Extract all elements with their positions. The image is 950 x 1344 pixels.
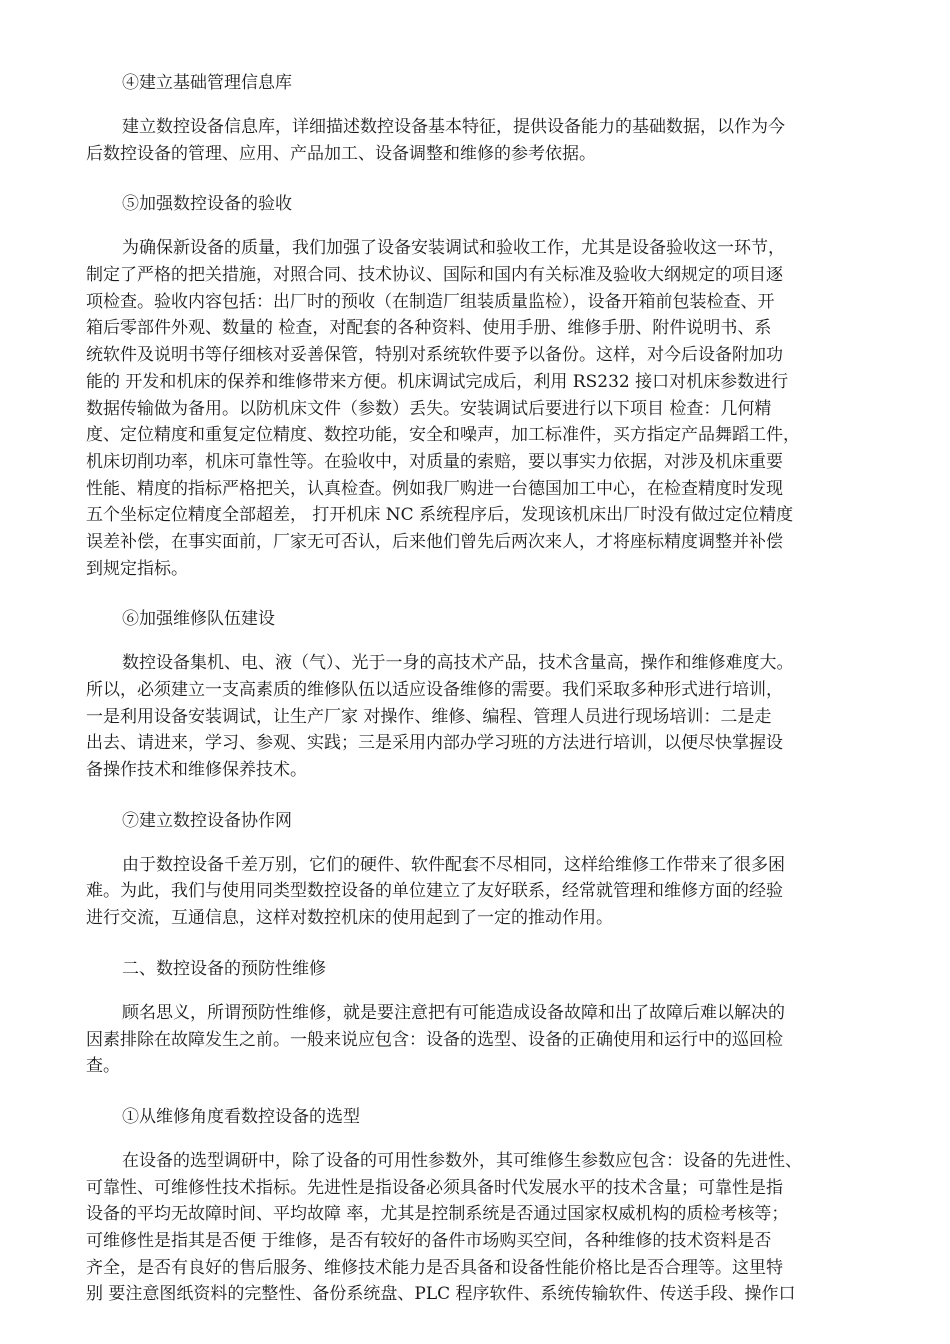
paragraph-line: 为确保新设备的质量，我们加强了设备安装调试和验收工作，尤其是设备验收这一环节，: [122, 238, 785, 259]
paragraph-line: 在设备的选型调研中，除了设备的可用性参数外，其可维修生参数应包含：设备的先进性、: [122, 1150, 802, 1171]
section-paragraph: [86, 1000, 881, 1080]
section-cooperation-network: [86, 806, 881, 932]
paragraph-line: 到规定指标。: [86, 558, 188, 579]
section-paragraph: [86, 114, 881, 167]
section-paragraph: [86, 1148, 881, 1308]
paragraph-line: 箱后零部件外观、数量的 检查，对配套的各种资料、使用手册、维修手册、附件说明书、系: [86, 318, 772, 339]
paragraph-line: 一是利用设备安装调试，让生产厂家 对操作、维修、编程、管理人员进行现场培训：二是走: [86, 706, 772, 727]
paragraph-line: 可维修性是指其是否便 于维修，是否有较好的备件市场购买空间，各种维修的技术资料是否: [86, 1230, 772, 1251]
section-equipment-selection: [86, 1102, 881, 1308]
paragraph-line: 性能、精度的指标严格把关，认真检查。例如我厂购进一台德国加工中心，在检查精度时发现: [86, 478, 783, 499]
paragraph-line: 进行交流，互通信息，这样对数控机床的使用起到了一定的推动作用。: [86, 908, 613, 929]
paragraph-line: 数据传输做为备用。以防机床文件（参数）丢失。安装调试后要进行以下项目 检查：几何精: [86, 398, 772, 419]
paragraph-line: 因素排除在故障发生之前。一般来说应包含：设备的选型、设备的正确使用和运行中的巡回检: [86, 1029, 783, 1050]
section-maintenance-team: [86, 604, 881, 783]
paragraph-line: 备操作技术和维修保养技术。: [86, 760, 307, 781]
paragraph-line: 统软件及说明书等仔细核对妥善保管，特别对系统软件要予以备份。这样，对今后设备附加功: [86, 345, 783, 366]
paragraph-line: 误差补偿，在事实面前，厂家无可否认，后来他们曾先后两次来人，才将座标精度调整并补偿: [86, 531, 783, 552]
paragraph-line: 可靠性、可维修性技术指标。先进性是指设备必须具备时代发展水平的技术含量；可靠性是指: [86, 1177, 783, 1198]
section-heading: ①从维修角度看数控设备的选型: [122, 1106, 360, 1127]
paragraph-line: 能的 开发和机床的保养和维修带来方便。机床调试完成后，利用 RS232 接口对机床参数进行: [86, 371, 789, 392]
paragraph-line: 别 要注意图纸资料的完整性、备份系统盘、PLC 程序软件、系统传输软件、传送手段、操作口: [86, 1284, 796, 1305]
paragraph-line: 由于数控设备千差万别，它们的硬件、软件配套不尽相同，这样给维修工作带来了很多困: [122, 854, 785, 875]
paragraph-line: 制定了严格的把关措施，对照合同、技术协议、国际和国内有关标准及验收大纲规定的项目逐: [86, 265, 783, 286]
section-heading: 二、数控设备的预防性维修: [122, 958, 326, 979]
paragraph-line: 后数控设备的管理、应用、产品加工、设备调整和维修的参考依据。: [86, 143, 596, 164]
paragraph-line: 出去、请进来，学习、参观、实践；三是采用内部办学习班的方法进行培训，以便尽快掌握设: [86, 733, 783, 754]
paragraph-line: 所以，必须建立一支高素质的维修队伍以适应设备维修的需要。我们采取多种形式进行培训，: [86, 680, 783, 700]
section-heading: ⑥加强维修队伍建设: [122, 609, 275, 630]
paragraph-line: 数控设备集机、电、液（气）、光于一身的高技术产品，技术含量高，操作和维修难度大。: [122, 653, 794, 674]
paragraph-line: 建立数控设备信息库，详细描述数控设备基本特征，提供设备能力的基础数据，以作为今: [122, 117, 785, 137]
section-acceptance: [86, 189, 881, 582]
section-heading: ⑦建立数控设备协作网: [122, 810, 292, 831]
paragraph-line: 度、定位精度和重复定位精度、数控功能，安全和噪声，加工标准件，买方指定产品舞蹈工件，: [86, 425, 800, 446]
section-preventive-maintenance: [86, 954, 881, 1080]
paragraph-line: 顾名思义，所谓预防性维修，就是要注意把有可能造成设备故障和出了故障后难以解决的: [122, 1002, 785, 1023]
section-paragraph: [86, 650, 881, 783]
paragraph-line: 项检查。验收内容包括：出厂时的预收（在制造厂组装质量监检），设备开箱前包装检查、开: [86, 291, 775, 312]
paragraph-line: 机床切削功率，机床可靠性等。在验收中，对质量的索赔，要以事实力依据，对涉及机床重要: [86, 451, 783, 472]
section-heading: ④建立基础管理信息库: [122, 73, 292, 93]
section-basic-info-database: [86, 68, 881, 167]
paragraph-line: 查。: [86, 1056, 120, 1077]
section-heading: ⑤加强数控设备的验收: [122, 194, 292, 215]
paragraph-line: 难。为此，我们与使用同类型数控设备的单位建立了友好联系，经常就管理和维修方面的经验: [86, 881, 783, 902]
paragraph-line: 齐全，是否有良好的售后服务、维修技术能力是否具备和设备性能价格比是否合理等。这里特: [86, 1257, 783, 1278]
section-paragraph: [86, 852, 881, 932]
section-paragraph: [86, 235, 881, 582]
paragraph-line: 设备的平均无故障时间、平均故障 率，尤其是控制系统是否通过国家权威机构的质检考核等；: [86, 1204, 789, 1225]
document-page: [86, 68, 881, 1308]
paragraph-line: 五个坐标定位精度全部超差， 打开机床 NC 系统程序后，发现该机床出厂时没有做过定位精度: [86, 505, 794, 526]
